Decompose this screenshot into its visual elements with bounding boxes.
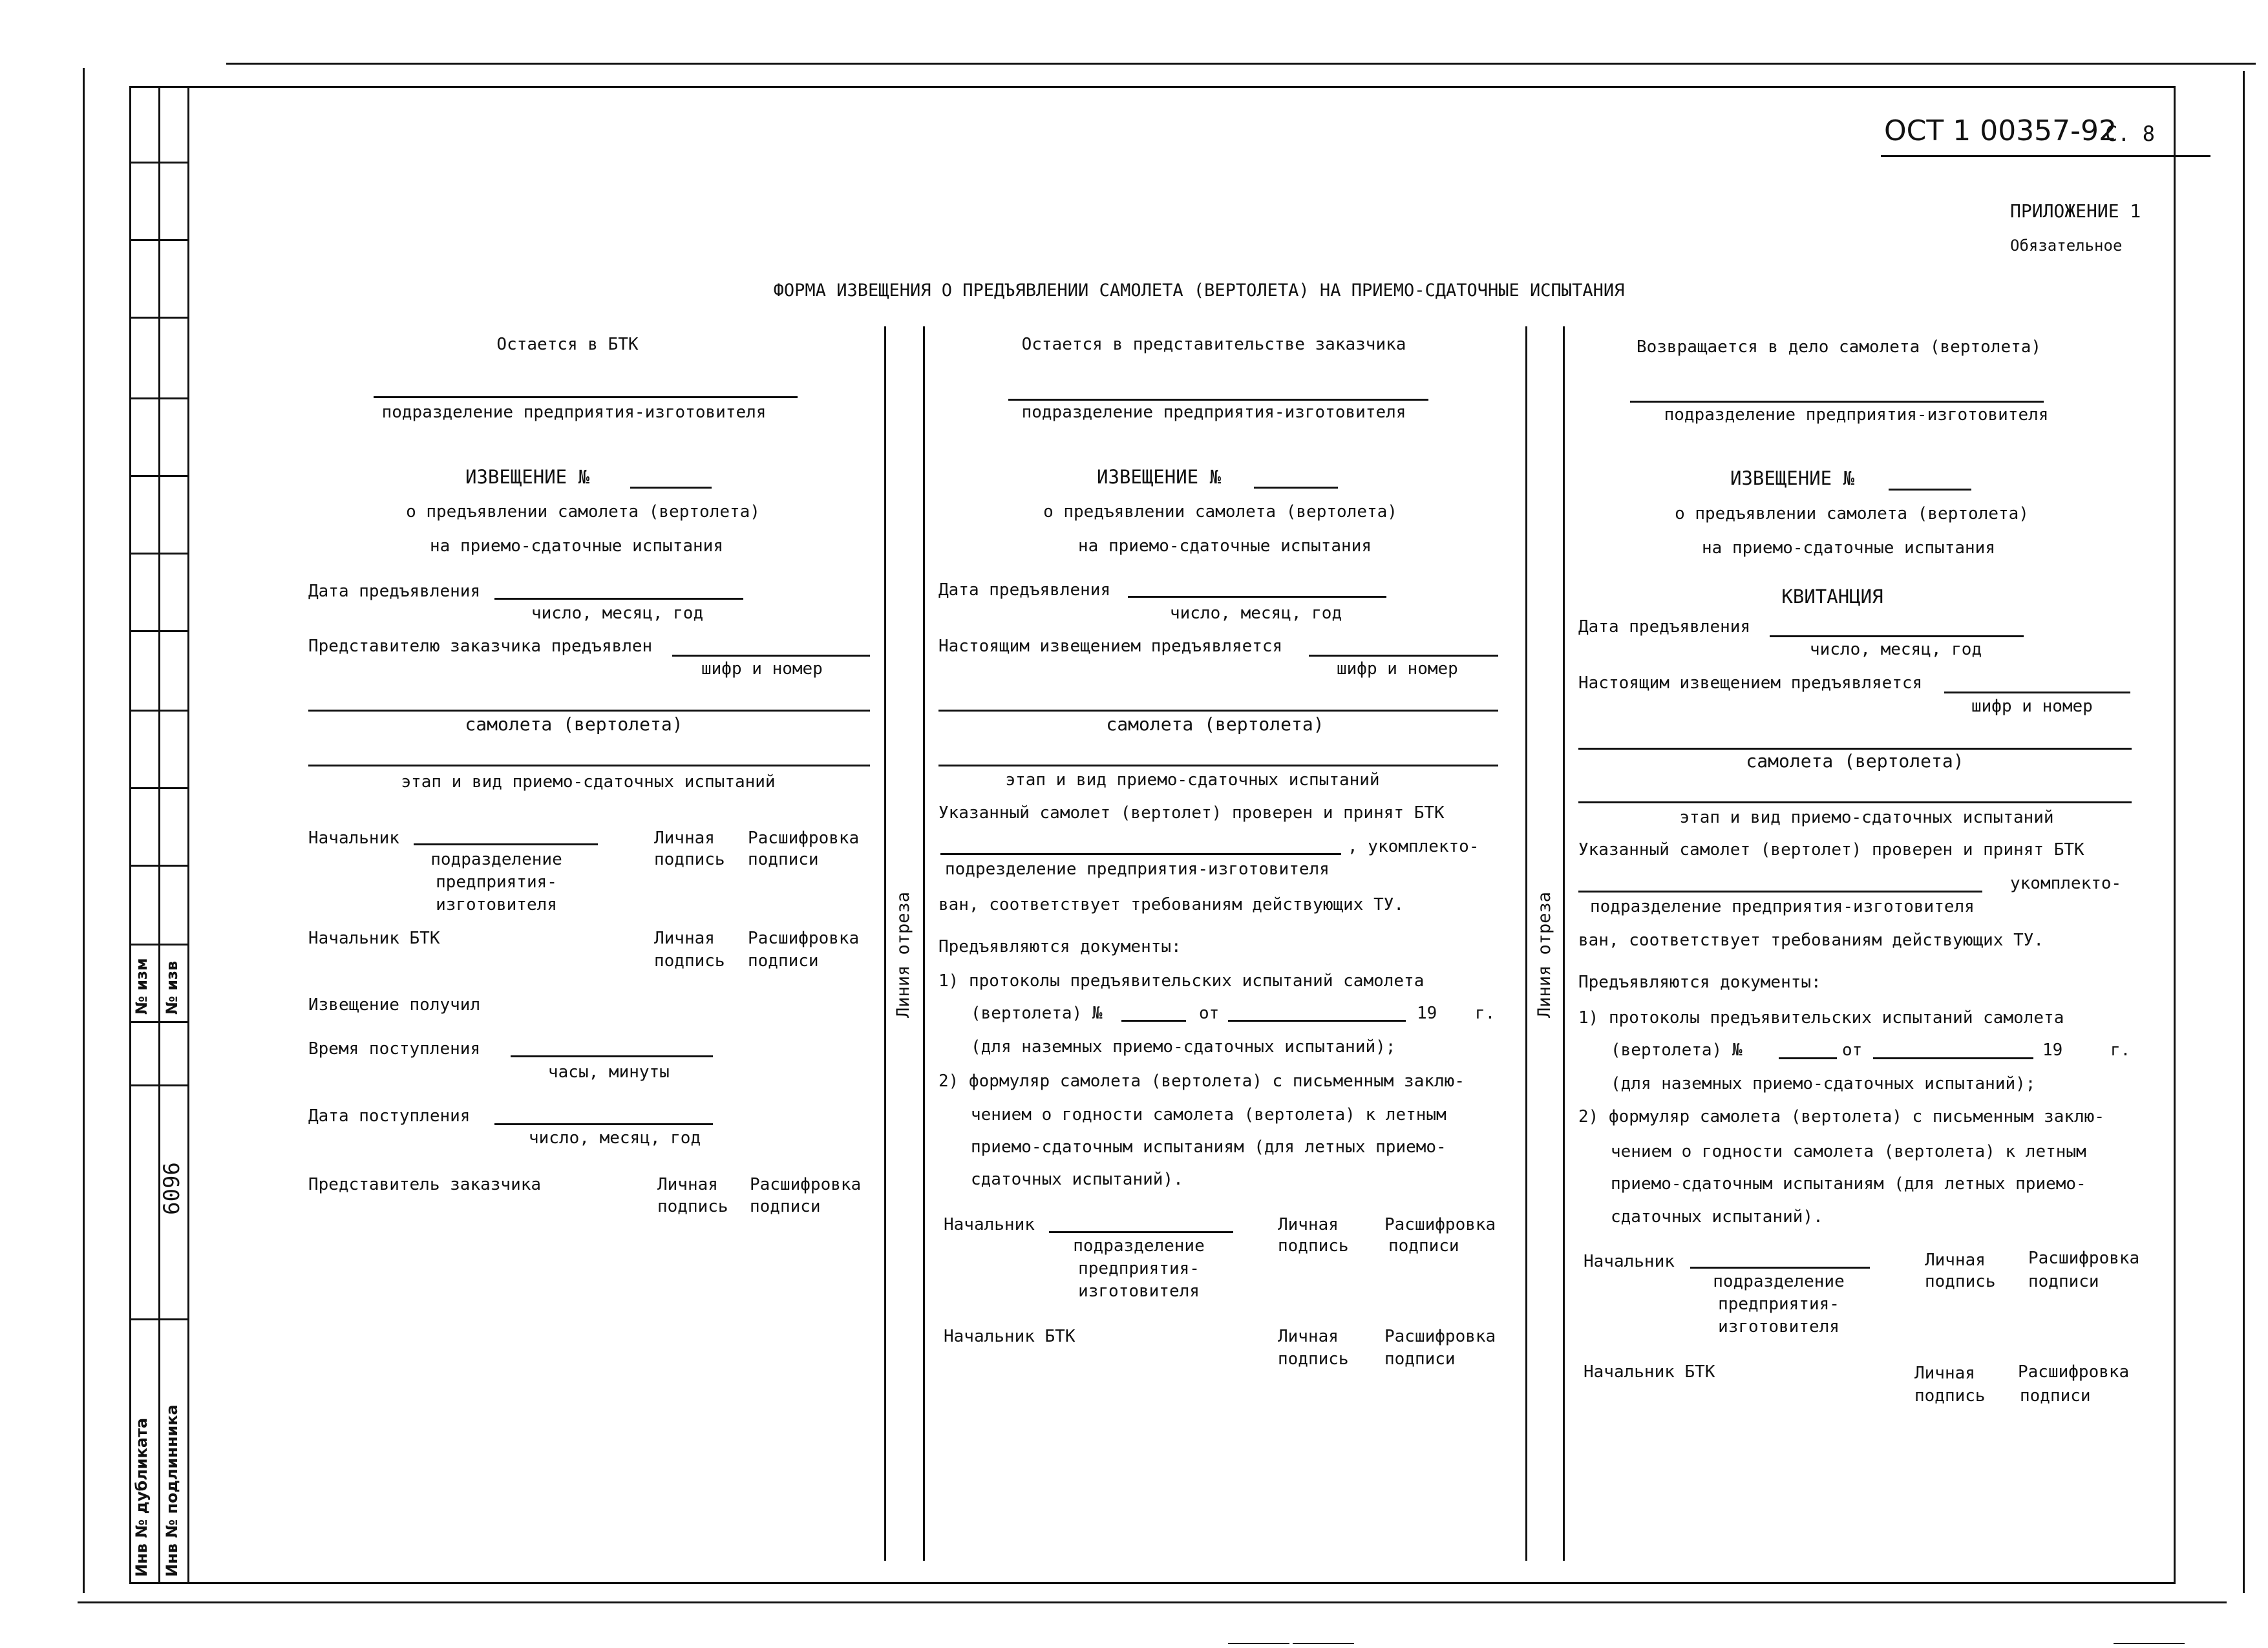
form-title: ФОРМА ИЗВЕЩЕНИЯ О ПРЕДЪЯВЛЕНИИ САМОЛЕТА (ВЕРТОЛЕТА) НА ПРИЕМО-СДАТОЧНЫЕ ИСПЫТАНИЯ: [773, 280, 1625, 301]
stamp-row-line: [129, 475, 189, 477]
col2-personal1: Личная: [1278, 1215, 1339, 1234]
col3-about1: о предъявлении самолета (вертолета): [1675, 504, 2029, 523]
stamp-row-line: [129, 317, 189, 319]
col3-cipher-hint: шифр и номер: [1971, 697, 2093, 716]
col1-received: Извещение получил: [308, 995, 481, 1015]
col3-protocol-number-line[interactable]: [1779, 1057, 1837, 1059]
stamp-row-line: [129, 787, 189, 789]
stamp-inv-number: 6096: [159, 1162, 185, 1215]
col3-heading: Возвращается в дело самолета (вертолета): [1636, 337, 2042, 357]
page-number: С. 8: [2105, 121, 2156, 146]
col2-dept-hint: подразделение предприятия-изготовителя: [1021, 403, 1406, 422]
col1-stage-line[interactable]: [308, 765, 870, 766]
col2-protocol-number-line[interactable]: [1121, 1020, 1186, 1022]
cut-line-label-2: Линия отреза: [1534, 891, 1554, 1018]
stamp-row-line: [129, 397, 189, 399]
col2-about1: о предъявлении самолета (вертолета): [1043, 502, 1397, 522]
left-outer-line: [83, 68, 85, 1593]
col2-item1b-a: (вертолета) №: [971, 1004, 1103, 1023]
col1-chief-dept2: предприятия-: [436, 872, 557, 892]
cut-line-2b: [1563, 326, 1565, 1561]
frame-left: [129, 86, 131, 1584]
col1-rep-label: Представителю заказчика предъявлен: [308, 637, 653, 656]
right-outer-line: [2243, 71, 2245, 1593]
col2-notice-number-line[interactable]: [1254, 487, 1338, 489]
col3-complies: ван, соответствует требованиям действующих ТУ.: [1578, 931, 2044, 950]
col1-chief-label: Начальник: [308, 829, 399, 848]
stamp-no-izm: № изм: [132, 958, 151, 1015]
col2-completed: , укомплекто-: [1348, 837, 1479, 856]
col2-chief-dept1: подразделение: [1073, 1236, 1205, 1256]
col3-completed: укомплекто-: [2010, 874, 2122, 893]
col1-dept-hint: подразделение предприятия-изготовителя: [381, 403, 767, 422]
col2-notice-title: ИЗВЕЩЕНИЕ №: [1097, 466, 1222, 488]
col1-btk-decode1: Расшифровка: [748, 929, 860, 948]
col3-item2b: чением о годности самолета (вертолета) к летным: [1611, 1142, 2086, 1161]
col3-personal1: Личная: [1925, 1251, 1986, 1270]
stamp-row-line: [129, 630, 189, 632]
col2-stage-line[interactable]: [938, 765, 1498, 766]
col2-item2a: 2) формуляр самолета (вертолета) с письменным заклю-: [938, 1072, 1465, 1091]
stamp-row-line: [129, 710, 189, 712]
col1-btk-personal2: подпись: [654, 951, 725, 971]
col3-dept2-hint: подразделение предприятия-изготовителя: [1590, 897, 1975, 916]
col1-time-line[interactable]: [511, 1055, 713, 1057]
col3-item1c: (для наземных приемо-сдаточных испытаний);: [1611, 1074, 2036, 1093]
col3-date-label: Дата предъявления: [1578, 617, 1751, 637]
frame-bottom: [129, 1582, 2175, 1584]
appendix-status: Обязательное: [2010, 237, 2123, 255]
col1-rep-decode2: подписи: [750, 1197, 821, 1216]
col1-btk-personal1: Личная: [654, 929, 715, 948]
col3-item1b-c: 19: [2042, 1041, 2063, 1060]
col2-docs: Предъявляются документы:: [938, 937, 1182, 956]
col2-aircraft-line[interactable]: [938, 710, 1498, 712]
col3-decode1: Расшифровка: [2028, 1249, 2140, 1268]
col2-item1b-b: от: [1199, 1004, 1220, 1023]
cut-line-1a: [884, 326, 886, 1561]
col3-present-line[interactable]: [1944, 692, 2130, 693]
col3-checked: Указанный самолет (вертолет) проверен и принят БТК: [1578, 840, 2084, 860]
cut-line-2a: [1525, 326, 1527, 1561]
stamp-row-line: [129, 162, 189, 164]
stamp-row-line: [129, 865, 189, 867]
col1-date-in-line[interactable]: [494, 1123, 713, 1125]
col2-dept-line[interactable]: [1008, 399, 1428, 401]
col3-item2a: 2) формуляр самолета (вертолета) с письменным заклю-: [1578, 1107, 2104, 1126]
col1-date-hint: число, месяц, год: [531, 604, 704, 623]
col1-cipher-hint: шифр и номер: [701, 659, 823, 679]
col1-rep-line[interactable]: [672, 655, 870, 657]
col1-btk-decode2: подписи: [748, 951, 819, 971]
col2-chief-dept2: предприятия-: [1078, 1259, 1200, 1278]
col3-btk-decode1: Расшифровка: [2018, 1362, 2130, 1382]
col2-chief-label: Начальник: [944, 1215, 1035, 1234]
stamp-row-line: [129, 944, 189, 945]
col1-aircraft-hint: самолета (вертолета): [465, 713, 683, 735]
col2-present-line[interactable]: [1309, 655, 1498, 657]
col2-cipher-hint: шифр и номер: [1337, 659, 1458, 679]
col2-item2d: сдаточных испытаний).: [971, 1170, 1183, 1189]
stamp-no-izv: № изв: [163, 960, 181, 1015]
col3-receipt: КВИТАНЦИЯ: [1781, 586, 1883, 607]
col3-dept-line[interactable]: [1630, 401, 2044, 403]
col3-btk-personal1: Личная: [1914, 1364, 1975, 1383]
col1-date-in-hint: число, месяц, год: [529, 1128, 701, 1148]
stamp-row-line: [129, 1021, 189, 1023]
stamp-col-line-2: [187, 86, 189, 1584]
col2-item1b-d: г.: [1475, 1004, 1496, 1023]
col1-rep-customer: Представитель заказчика: [308, 1175, 542, 1194]
col1-about1: о предъявлении самолета (вертолета): [406, 502, 760, 522]
col1-stage-hint: этап и вид приемо-сдаточных испытаний: [401, 772, 776, 792]
col2-chief-btk: Начальник БТК: [944, 1327, 1076, 1346]
col1-rep-personal1: Личная: [657, 1175, 718, 1194]
col1-personal1: Личная: [654, 829, 715, 848]
col3-decode2: подписи: [2028, 1272, 2099, 1291]
doc-code-underline: [1881, 155, 2210, 157]
col2-item1c: (для наземных приемо-сдаточных испытаний);: [971, 1037, 1396, 1057]
bottom-outer-line: [78, 1601, 2227, 1603]
col1-decode1: Расшифровка: [748, 829, 860, 848]
col2-btk-personal1: Личная: [1278, 1327, 1339, 1346]
col3-item1b-d: г.: [2110, 1041, 2131, 1060]
col1-notice-title: ИЗВЕЩЕНИЕ №: [465, 466, 590, 488]
col1-time-hint: часы, минуты: [548, 1062, 670, 1082]
col3-present-label: Настоящим извещением предъявляется: [1578, 673, 1923, 693]
col3-notice-title: ИЗВЕЩЕНИЕ №: [1730, 467, 1855, 489]
col3-item1a: 1) протоколы предъявительских испытаний самолета: [1578, 1008, 2064, 1028]
frame-right: [2174, 86, 2176, 1584]
col1-about2: на приемо-сдаточные испытания: [430, 536, 723, 556]
cut-line-1b: [923, 326, 925, 1561]
col3-chief-dept2: предприятия-: [1718, 1294, 1839, 1314]
col2-chief-dept3: изготовителя: [1078, 1282, 1200, 1301]
cut-line-label-1: Линия отреза: [893, 891, 913, 1018]
col2-checked: Указанный самолет (вертолет) проверен и принят БТК: [938, 803, 1445, 823]
col1-date-label: Дата предъявления: [308, 582, 481, 601]
col3-btk-decode2: подписи: [2020, 1386, 2091, 1406]
stamp-col-line-1: [158, 86, 160, 1584]
col3-item2d: сдаточных испытаний).: [1611, 1207, 1823, 1227]
col2-decode1: Расшифровка: [1384, 1215, 1496, 1234]
col2-btk-decode1: Расшифровка: [1384, 1327, 1496, 1346]
col3-chief-dept3: изготовителя: [1718, 1317, 1839, 1336]
stamp-inv-podl: Инв № подлинника: [163, 1404, 181, 1577]
col1-notice-number-line[interactable]: [630, 487, 712, 489]
col2-about2: на приемо-сдаточные испытания: [1078, 536, 1372, 556]
col3-notice-number-line[interactable]: [1889, 489, 1971, 491]
col2-item2c: приемо-сдаточным испытаниям (для летных приемо-: [971, 1137, 1447, 1157]
col3-aircraft-line[interactable]: [1578, 748, 2132, 750]
stamp-row-line: [129, 239, 189, 241]
top-outer-line: [226, 63, 2256, 65]
col1-chief-dept3: изготовителя: [436, 895, 557, 914]
col3-chief-line[interactable]: [1690, 1267, 1870, 1269]
col2-aircraft-hint: самолета (вертолета): [1106, 713, 1324, 735]
col3-date-line[interactable]: [1770, 635, 2024, 637]
col1-time-label: Время поступления: [308, 1039, 481, 1059]
col1-rep-decode1: Расшифровка: [750, 1175, 862, 1194]
col2-btk-dept-line[interactable]: [940, 853, 1341, 855]
col2-btk-personal2: подпись: [1278, 1349, 1349, 1369]
frame-top: [129, 86, 2175, 88]
doc-code: ОСТ 1 00357-92: [1884, 114, 2117, 147]
bottom-mark: [2114, 1643, 2185, 1644]
bottom-mark: [1228, 1643, 1289, 1644]
col1-decode2: подписи: [748, 850, 819, 869]
bottom-mark: [1293, 1643, 1354, 1644]
stamp-inv-dubl: Инв № дубликата: [132, 1417, 151, 1577]
col3-stage-hint: этап и вид приемо-сдаточных испытаний: [1679, 808, 2054, 827]
col2-item1b-c: 19: [1417, 1004, 1437, 1023]
col1-chief-dept1: подразделение: [430, 850, 562, 869]
stamp-row-line: [129, 553, 189, 555]
col1-heading: Остается в БТК: [496, 335, 639, 354]
col2-chief-line[interactable]: [1049, 1231, 1233, 1233]
col3-aircraft-hint: самолета (вертолета): [1746, 750, 1964, 772]
col3-btk-personal2: подпись: [1914, 1386, 1986, 1406]
col2-personal2: подпись: [1278, 1236, 1349, 1256]
col2-btk-decode2: подписи: [1384, 1349, 1456, 1369]
col1-date-in-label: Дата поступления: [308, 1106, 471, 1126]
col2-dept2-hint: подрезделение предприятия-изготовителя: [945, 860, 1330, 879]
col1-date-line[interactable]: [494, 598, 743, 600]
col2-date-line[interactable]: [1128, 596, 1386, 598]
col3-item1b-b: от: [1842, 1041, 1863, 1060]
col1-rep-personal2: подпись: [657, 1197, 728, 1216]
appendix-label: ПРИЛОЖЕНИЕ 1: [2010, 200, 2141, 222]
col2-date-hint: число, месяц, год: [1170, 604, 1342, 623]
col3-about2: на приемо-сдаточные испытания: [1702, 538, 1995, 558]
col3-btk-dept-line[interactable]: [1578, 891, 1982, 893]
col3-date-hint: число, месяц, год: [1810, 640, 1982, 659]
col1-personal2: подпись: [654, 850, 725, 869]
col3-personal2: подпись: [1925, 1272, 1996, 1291]
col3-item1b-a: (вертолета) №: [1611, 1041, 1743, 1060]
col3-protocol-date-line[interactable]: [1873, 1057, 2033, 1059]
col3-chief-dept1: подразделение: [1713, 1272, 1845, 1291]
col3-stage-line[interactable]: [1578, 801, 2132, 803]
col1-dept-line[interactable]: [374, 396, 798, 398]
col2-item1a: 1) протоколы предъявительских испытаний самолета: [938, 971, 1425, 991]
col2-decode2: подписи: [1388, 1236, 1459, 1256]
col2-protocol-date-line[interactable]: [1228, 1020, 1406, 1022]
col3-item2c: приемо-сдаточным испытаниям (для летных приемо-: [1611, 1174, 2086, 1194]
col2-date-label: Дата предъявления: [938, 580, 1111, 600]
col1-chief-line[interactable]: [414, 843, 598, 845]
col3-chief-btk: Начальник БТК: [1584, 1362, 1715, 1382]
stamp-row-line: [129, 1318, 189, 1320]
col3-docs: Предъявляются документы:: [1578, 973, 1821, 992]
stamp-row-line: [129, 1084, 189, 1086]
col3-chief-label: Начальник: [1584, 1252, 1675, 1271]
col1-aircraft-line[interactable]: [308, 710, 870, 712]
col2-present-label: Настоящим извещением предъявляется: [938, 637, 1283, 656]
col3-dept-hint: подразделение предприятия-изготовителя: [1664, 405, 2049, 425]
col2-stage-hint: этап и вид приемо-сдаточных испытаний: [1005, 770, 1380, 790]
col2-heading: Остается в представительстве заказчика: [1021, 335, 1406, 354]
col2-complies: ван, соответствует требованиям действующих ТУ.: [938, 895, 1404, 914]
col1-chief-btk: Начальник БТК: [308, 929, 440, 948]
col2-item2b: чением о годности самолета (вертолета) к летным: [971, 1105, 1447, 1125]
